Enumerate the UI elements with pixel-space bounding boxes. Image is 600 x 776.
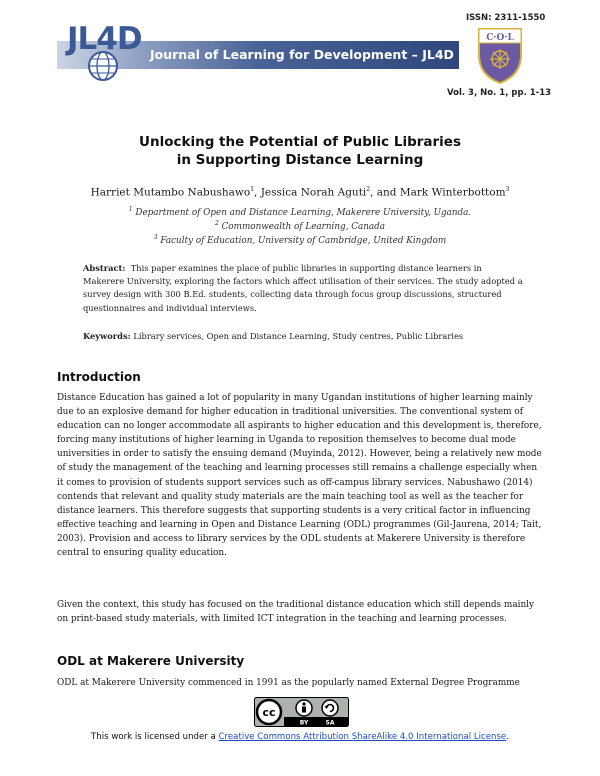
col-shield-logo — [475, 25, 525, 85]
journal-banner — [57, 14, 459, 100]
author-separator: , — [254, 186, 261, 199]
author-sup: 3 — [505, 186, 510, 193]
journal-logo-text: JL4D — [67, 21, 142, 57]
paper-title-line-2: in Supporting Distance Learning — [176, 152, 424, 168]
abstract — [83, 262, 523, 315]
license-link[interactable]: Creative Commons Attribution ShareAlike 4.0 International License — [218, 732, 507, 742]
author-name: Jessica Norah Aguti — [260, 186, 367, 199]
volume-info: Vol. 3, No. 1, pp. 1-13 — [447, 88, 552, 98]
paper-title — [0, 133, 600, 169]
issn: ISSN: 2311-1550 — [466, 13, 546, 23]
abstract-text: This paper examines the place of public libraries in supporting distance learners in Makerere University, exploring the factors which affect utilisation of their services. The study adopted a survey design with 300 B.Ed. students, collecting data through focus group discussions, structured questionnaires and individual interviews. — [83, 263, 523, 313]
author-sup: 2 — [366, 186, 371, 193]
section-heading-introduction: Introduction — [57, 370, 141, 384]
share-alike-icon — [322, 700, 338, 716]
paragraph: ODL at Makerere University commenced in 1991 as the popularly named External Degree Programme — [57, 678, 520, 688]
keywords-label: Keywords: — [83, 331, 131, 341]
col-logo-text: C·O·L — [486, 33, 514, 43]
paragraph: Given the context, this study has focused on the traditional distance education which still depends mainly on print-based study materials, with limited ICT integration in the teaching and learning processes. — [57, 600, 535, 625]
keywords-text: Library services, Open and Distance Learning, Study centres, Public Libraries — [133, 331, 464, 341]
license-footer — [0, 732, 600, 742]
license-prefix: This work is licensed under a — [91, 732, 219, 742]
affiliation: $^2$ Commonwealth of Learning, Canada — [214, 220, 386, 232]
author-separator: , and — [370, 186, 400, 199]
authors — [0, 186, 600, 199]
paragraph: Distance Education has gained a lot of popularity in many Ugandan institutions of higher learning mainly due to an explosive demand for higher education in traditional universities. The conventional system of education can no longer accommodate all aspirants to higher education and this development is, therefore, forcing many institutions of higher learning in Uganda to reposition themselves to become dual mode universities in order to satisfy the ensuing demand (Muyinda, 2012). However, being a relatively new mode of study the management of the teaching and learning processes still remains a challenge especially when it comes to provision of students support services such as off-campus library services. Nabushawo (2014) contends that relevant and quality study materials are the main teaching tool as well as the teacher for distance learners. This therefore suggests that supporting students is a very critical factor in influencing effective teaching and learning in Open and Distance Learning (ODL) programmes (Gil-Jaurena, 2014; Tait, 2003). Provision and access to library services by the ODL students at Makerere University is therefore central to ensuring quality education. — [57, 393, 542, 559]
author-name: Harriet Mutambo Nabushawo — [90, 186, 251, 199]
section-heading-odl: ODL at Makerere University — [57, 654, 245, 668]
author-name: Mark Winterbottom — [399, 186, 506, 199]
author-sup: 1 — [250, 186, 255, 193]
paper-title-line-1: Unlocking the Potential of Public Libraries — [139, 134, 461, 150]
svg-text:cc: cc — [262, 706, 276, 719]
abstract-label: Abstract: — [83, 263, 126, 273]
license-suffix: . — [506, 732, 509, 742]
person-icon — [296, 700, 312, 716]
cc-sa-label: SA — [325, 719, 335, 727]
affiliation: $^3$ Faculty of Education, University of Cambridge, United Kingdom — [153, 234, 447, 246]
col-star-emblem — [490, 49, 510, 69]
cc-by-sa-badge[interactable] — [254, 697, 349, 727]
cc-by-label: BY — [299, 719, 309, 727]
affiliation: $^1$ Department of Open and Distance Learning, Makerere University, Uganda. — [128, 206, 472, 218]
journal-title: Journal of Learning for Development – JL4D — [150, 47, 454, 62]
keywords — [83, 331, 523, 341]
cc-icon — [257, 700, 281, 724]
